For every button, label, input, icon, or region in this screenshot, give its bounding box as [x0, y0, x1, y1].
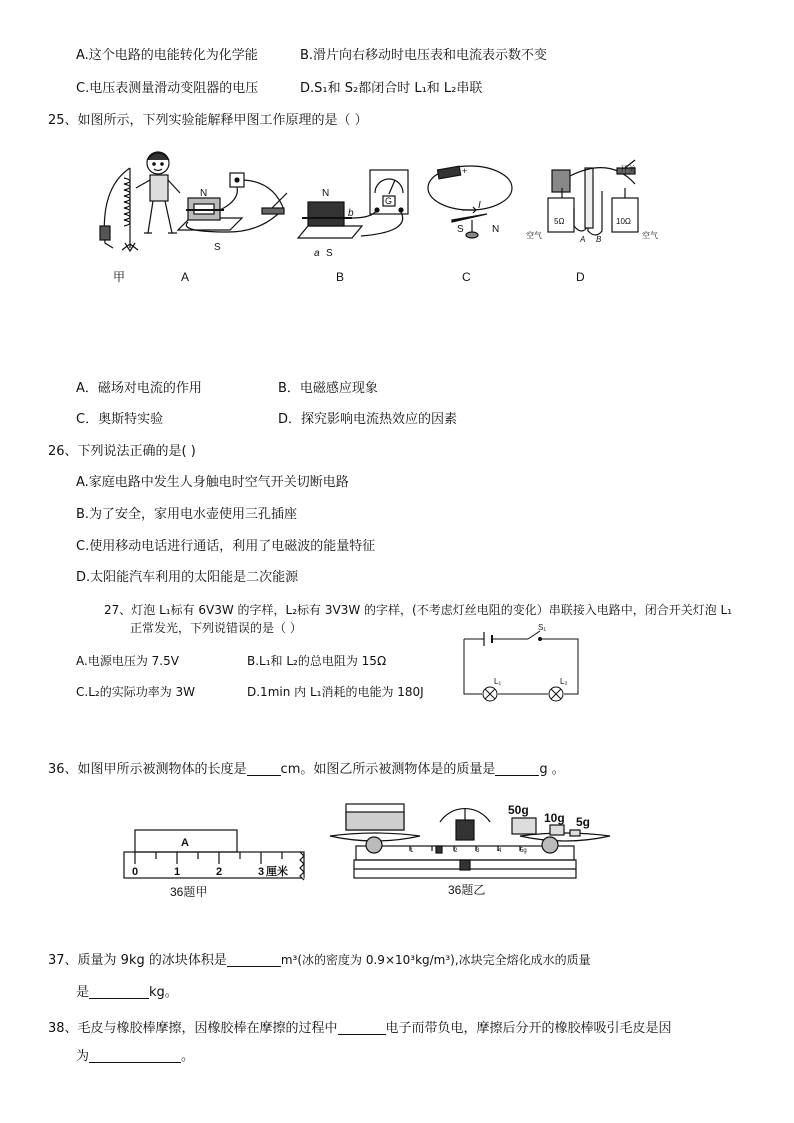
q25-figures — [90, 138, 670, 258]
q37-blank-mass[interactable] — [89, 984, 149, 999]
q27-circuit — [458, 624, 584, 710]
label-c-n: N — [492, 224, 500, 235]
label-b-s: S — [326, 248, 333, 258]
ruler-ticks — [135, 852, 282, 864]
q38-text-d: 。 — [181, 1049, 195, 1064]
q24-option-d: D.S₁和 S₂都闭合时 L₁和 L₂串联 — [300, 81, 483, 96]
label-d-air-left: 空气 — [526, 231, 542, 240]
label-a-s: S — [214, 242, 221, 253]
q24-option-a: A.这个电路的电能转化为化学能 — [76, 48, 258, 63]
q25-option-c: C．奥斯特实验 — [76, 412, 164, 427]
circuit-label-l2: L₂ — [560, 677, 568, 686]
q37-text-c: 是 — [76, 985, 90, 1000]
q26-option-c: C.使用移动电话进行通话，利用了电磁波的能量特征 — [76, 539, 376, 554]
q36-text-c: g 。 — [539, 762, 565, 777]
caption-36-yi: 36题乙 — [448, 883, 486, 897]
q38-text-c: 为 — [76, 1049, 90, 1064]
q36-text-a: 36、如图甲所示被测物体的长度是 — [48, 762, 247, 777]
q37-line2 — [76, 984, 178, 1002]
q27-option-b: B.L₁和 L₂的总电阻为 15Ω — [247, 654, 387, 668]
q26-stem: 26、下列说法正确的是( ) — [48, 444, 196, 459]
q26-option-b: B.为了安全，家用电水壶使用三孔插座 — [76, 507, 298, 522]
q24-option-c: C.电压表测量滑动变阻器的电压 — [76, 81, 259, 96]
label-b-b: b — [348, 208, 354, 219]
q27-option-c: C.L₂的实际功率为 3W — [76, 685, 196, 699]
caption-c: C — [462, 270, 471, 284]
q36-blank-mass[interactable] — [495, 761, 539, 776]
ruler-tick-2: 2 — [216, 866, 223, 878]
q27-stem-line2: 正常发光，下列说错误的是（ ） — [130, 621, 302, 635]
q38-line2 — [76, 1048, 194, 1066]
q36-stem — [48, 761, 565, 779]
q37-text-b: m³(冰的密度为 0.9×10³kg/m³),冰块完全熔化成水的质量 — [280, 953, 591, 967]
ruler-tick-1: 1 — [174, 866, 181, 878]
circuit-label-l1: L₁ — [494, 677, 502, 686]
ruler-tick-3: 3 — [258, 866, 265, 878]
label-c-i: I — [478, 200, 481, 211]
q27-option-a: A.电源电压为 7.5V — [76, 654, 179, 668]
label-c-s: S — [457, 224, 464, 235]
q38-line1 — [48, 1020, 672, 1038]
label-c-plus: + — [462, 166, 468, 176]
label-d-b: B — [596, 235, 602, 244]
scale-tick-3: 3 — [476, 848, 480, 854]
balance-scale-ticks — [410, 846, 520, 851]
q36-blank-length[interactable] — [247, 761, 281, 776]
scale-tick-5g: 5g — [520, 848, 527, 854]
caption-b: B — [336, 270, 345, 284]
q24-option-b: B.滑片向右移动时电压表和电流表示数不变 — [300, 48, 548, 63]
weight-50g: 50g — [508, 803, 529, 817]
label-d-10ohm: 10Ω — [616, 217, 631, 226]
figure-jia-boy — [100, 152, 180, 251]
label-b-a: a — [314, 248, 320, 258]
q37-blank-volume[interactable] — [227, 952, 281, 967]
scale-tick-1: 1 — [410, 848, 414, 854]
q26-option-d: D.太阳能汽车利用的太阳能是二次能源 — [76, 570, 299, 585]
caption-jia: 甲 — [113, 270, 126, 284]
figure-a-motor — [178, 173, 287, 232]
ruler-tick-0: 0 — [132, 866, 139, 878]
q37-line1 — [48, 951, 591, 970]
weight-10g: 10g — [544, 811, 565, 825]
q27-stem-line1: 27、灯泡 L₁标有 6V3W 的字样，L₂标有 3V3W 的字样，(不考虑灯丝电阻的变化）串联接入电路中，闭合开关灯泡 L₁ — [104, 603, 733, 617]
q37-text-a: 37、质量为 9kg 的冰块体积是 — [48, 953, 227, 968]
q25-option-b: B．电磁感应现象 — [278, 381, 378, 396]
q38-text-b: 电子而带负电，摩擦后分开的橡胶棒吸引毛皮是因 — [385, 1021, 672, 1036]
caption-d: D — [576, 270, 585, 284]
q38-blank-reason[interactable] — [89, 1048, 181, 1063]
label-d-kaiguan: 开关 — [620, 165, 636, 174]
caption-36-jia: 36题甲 — [170, 885, 208, 899]
label-d-a: A — [580, 235, 586, 244]
q38-text-a: 38、毛皮与橡胶棒摩擦，因橡胶棒在摩擦的过程中 — [48, 1021, 338, 1036]
scale-tick-2: 2 — [454, 848, 458, 854]
q36-ruler-figure — [118, 822, 314, 902]
q36-text-b: cm。如图乙所示被测物体是的质量是 — [280, 762, 496, 777]
q36-balance-figure — [322, 796, 612, 902]
ruler-unit: 厘米 — [266, 866, 288, 878]
caption-a: A — [181, 270, 190, 284]
label-d-5ohm: 5Ω — [554, 217, 565, 226]
q27-option-d: D.1min 内 L₁消耗的电能为 180J — [247, 685, 424, 699]
weight-5g: 5g — [576, 815, 591, 829]
scale-tick-4: 4 — [498, 848, 502, 854]
q25-option-a: A．磁场对电流的作用 — [76, 381, 202, 396]
label-b-n: N — [322, 188, 330, 199]
ruler-block-label: A — [181, 837, 189, 849]
q25-stem: 25、如图所示，下列实验能解释甲图工作原理的是（ ） — [48, 113, 368, 128]
q25-option-d: D．探究影响电流热效应的因素 — [278, 412, 458, 427]
label-d-air-right: 空气 — [642, 231, 658, 240]
label-a-n: N — [200, 188, 208, 199]
label-b-g: G — [385, 196, 393, 206]
q26-option-a: A.家庭电路中发生人身触电时空气开关切断电路 — [76, 475, 349, 490]
figure-c-oersted — [428, 166, 512, 238]
q37-text-d: kg。 — [149, 985, 178, 1000]
q38-blank-electron[interactable] — [338, 1020, 386, 1035]
circuit-label-s1: S₁ — [538, 624, 547, 632]
